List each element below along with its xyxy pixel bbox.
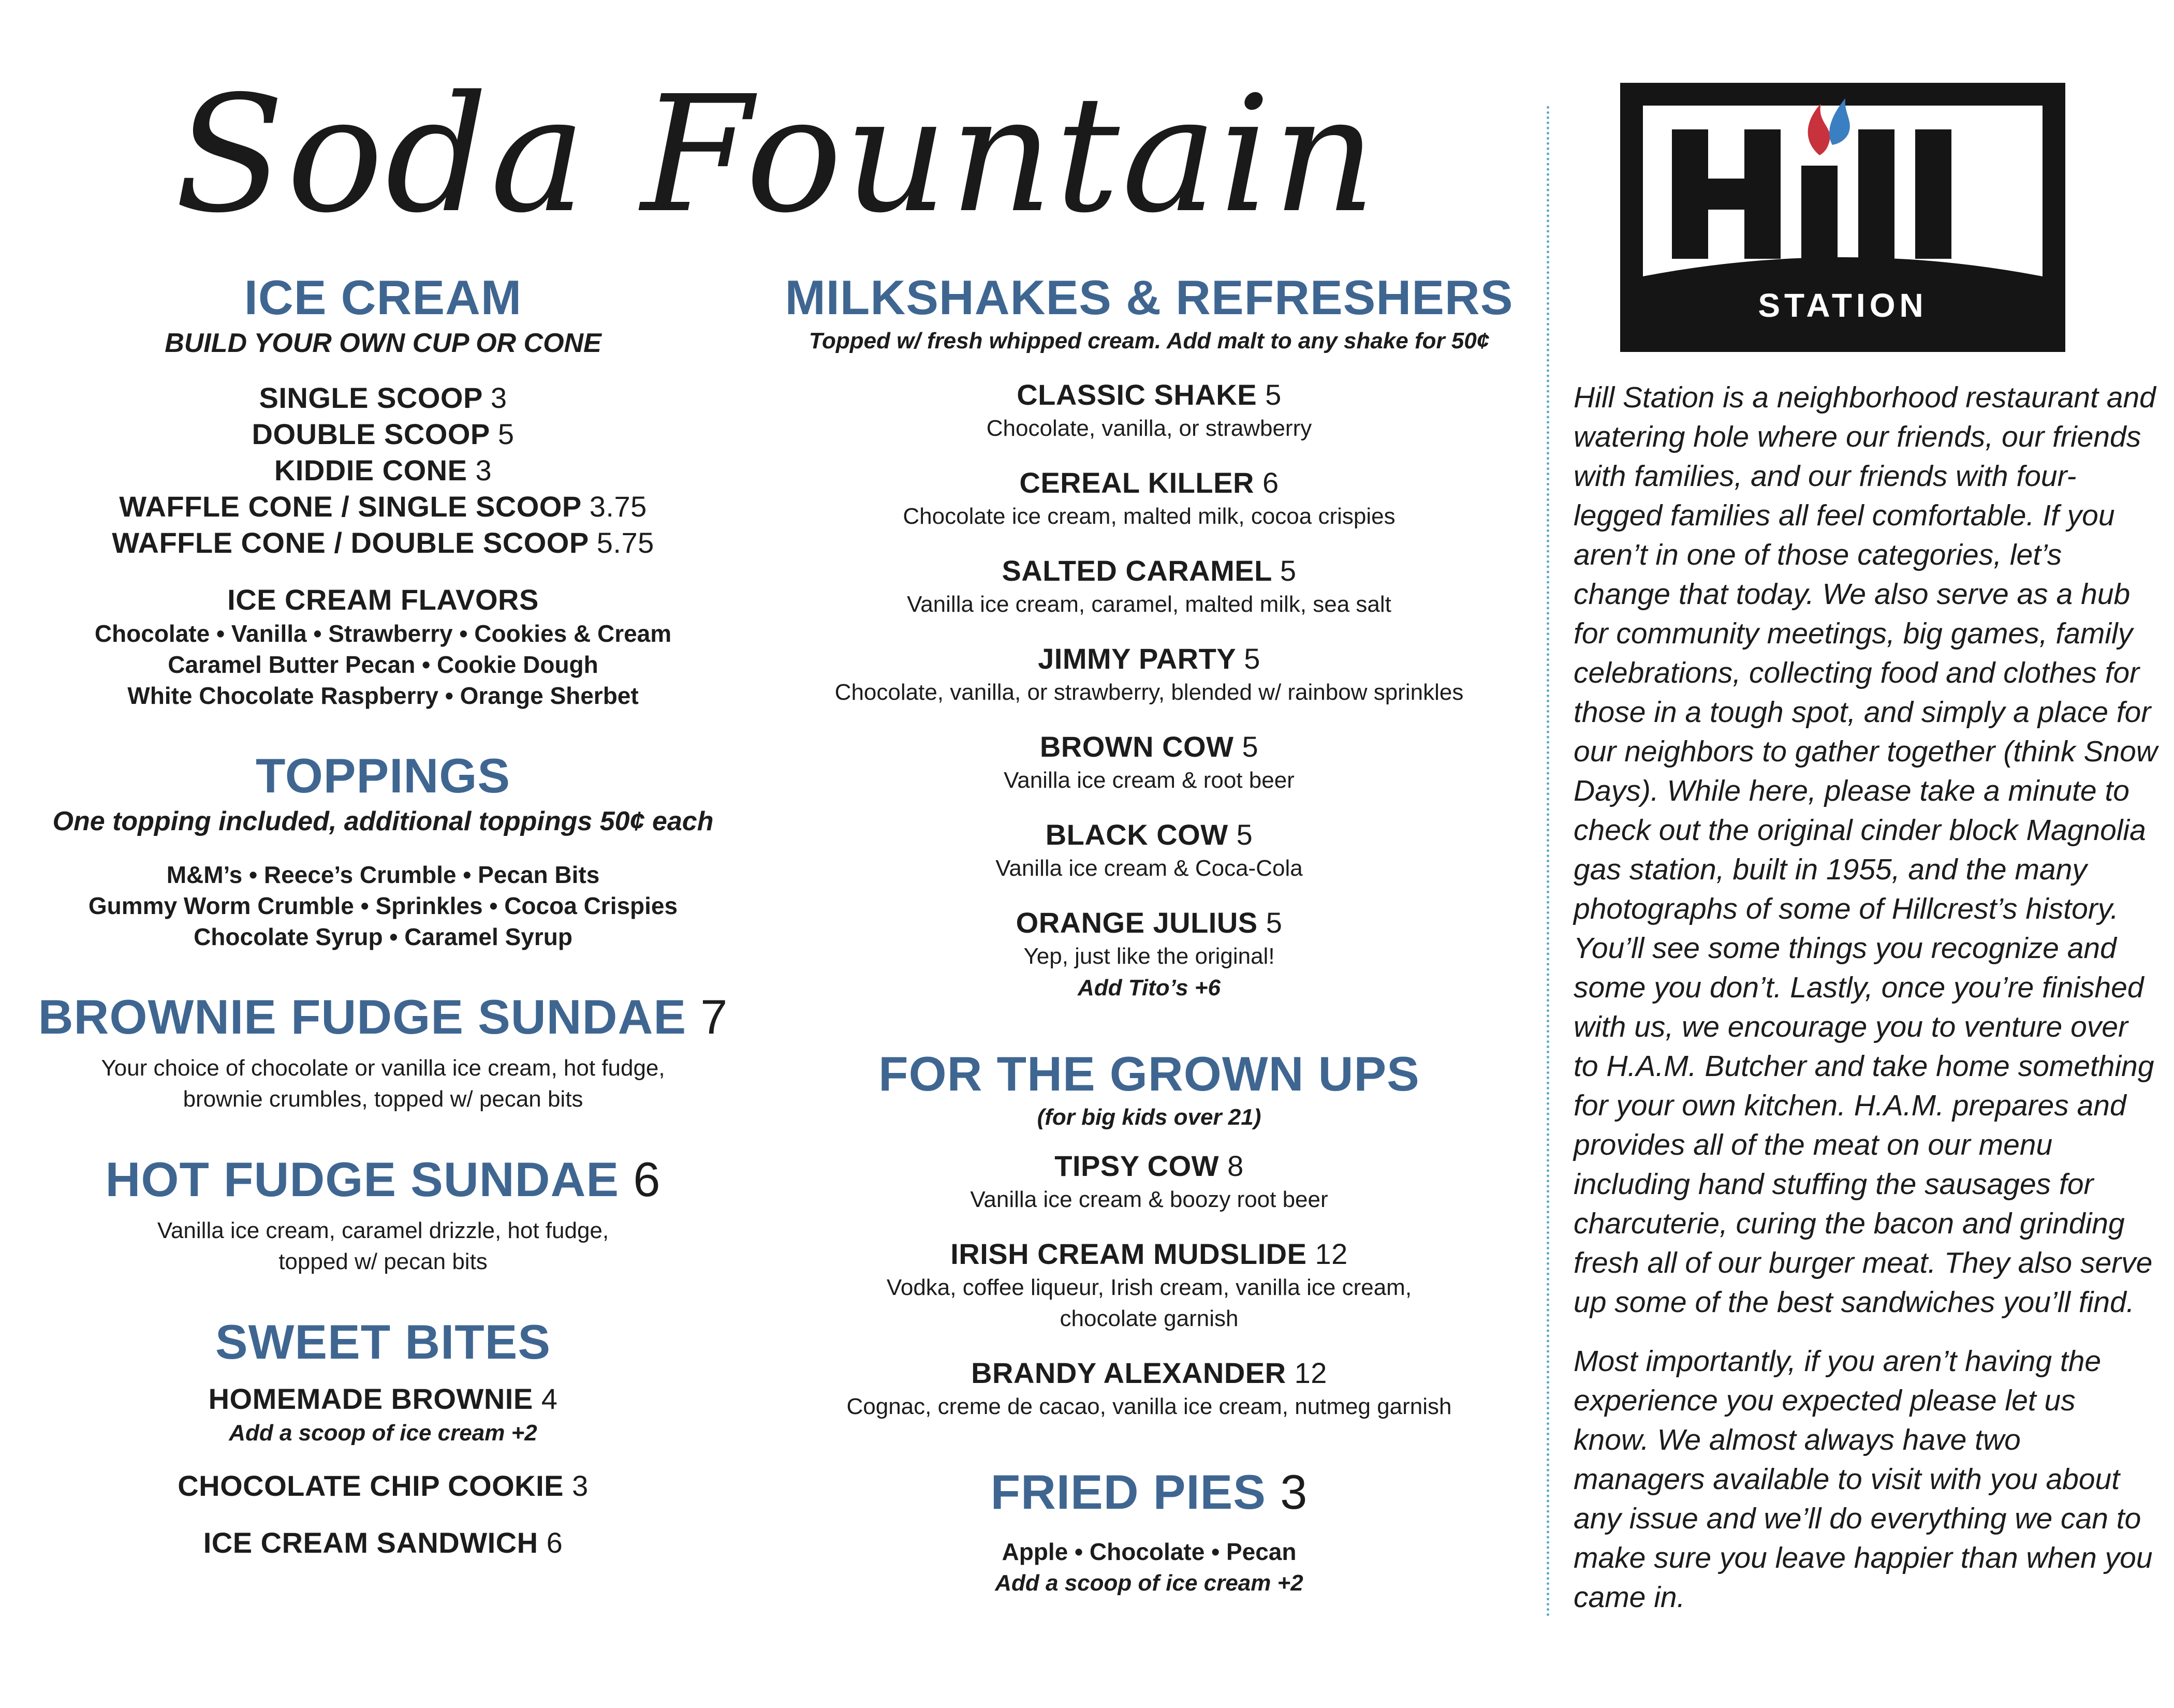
milkshakes-heading: MILKSHAKES & REFRESHERS xyxy=(785,270,1514,325)
item-description: Vanilla ice cream & Coca-Cola xyxy=(995,856,1303,881)
item-price: 5 xyxy=(1266,906,1283,939)
toppings-line: Chocolate Syrup • Caramel Syrup xyxy=(194,923,572,950)
item-price: 5 xyxy=(1280,554,1297,587)
menu-item xyxy=(776,641,1522,677)
item-price: 6 xyxy=(546,1526,563,1559)
item-price: 3 xyxy=(572,1469,589,1502)
item-name: ICE CREAM SANDWICH xyxy=(203,1526,538,1559)
item-price: 5 xyxy=(1242,730,1259,763)
menu-item xyxy=(776,465,1522,501)
menu-item xyxy=(21,525,745,561)
item-description: Yep, just like the original! xyxy=(1023,944,1275,969)
hot-fudge-sundae-heading xyxy=(21,1151,745,1208)
item-name: ORANGE JULIUS xyxy=(1016,906,1258,939)
item-price: 3 xyxy=(490,381,507,414)
section-price: 3 xyxy=(1280,1465,1308,1519)
grown-ups-heading: FOR THE GROWN UPS xyxy=(878,1047,1420,1101)
item-name: BROWN COW xyxy=(1039,730,1234,763)
milkshakes-section xyxy=(776,269,1522,1004)
item-name: DOUBLE SCOOP xyxy=(252,418,490,450)
item-price: 12 xyxy=(1294,1357,1327,1389)
menu-item xyxy=(21,416,745,452)
item-name: JIMMY PARTY xyxy=(1038,642,1236,675)
left-column xyxy=(21,269,745,1561)
item-note: Add Tito’s +6 xyxy=(1078,975,1221,1000)
menu-item xyxy=(21,1468,745,1504)
menu-item xyxy=(776,729,1522,765)
item-price: 5 xyxy=(1244,642,1260,675)
item-description: Chocolate ice cream, malted milk, cocoa crispies xyxy=(903,504,1396,529)
menu-item xyxy=(776,1236,1522,1272)
toppings-line: M&M’s • Reece’s Crumble • Pecan Bits xyxy=(166,861,600,888)
about-text xyxy=(1574,378,2158,1637)
ice-cream-heading: ICE CREAM xyxy=(244,270,522,325)
section-price: 6 xyxy=(633,1152,661,1206)
menu-item xyxy=(21,1525,745,1561)
sweet-bites-section xyxy=(21,1314,745,1561)
item-price: 12 xyxy=(1315,1238,1348,1270)
item-description: Chocolate, vanilla, or strawberry xyxy=(986,416,1312,441)
brownie-sundae-heading xyxy=(21,989,745,1046)
section-name: FRIED PIES xyxy=(990,1465,1266,1519)
about-paragraph: Hill Station is a neighborhood restaurant and watering hole where our friends, our friends with families, and our friends with four-legged families all feel comfortable. If you aren’t in one of those categories, let’s change that today. We also serve as a hub for community meetings, big games, family celebrations, collecting food and clothes for those in a tough spot, and simply a place for our neighbors to gather together (think Snow Days). While here, please take a minute to check out the original cinder block Magnolia gas station, built in 1955, and the many photographs of some of Hillcrest’s history. You’ll see some things you recognize and some you don’t. Lastly, once you’re finished with us, we encourage you to venture over to H.A.M. Butcher and take home something for your own kitchen. H.A.M. prepares and provides all of the meat on our menu including hand stuffing the sausages for charcuterie, curing the bacon and grinding fresh all of our burger meat. They also serve up some of the best sandwiches you’ll find. xyxy=(1574,381,2158,1319)
item-description: Cognac, creme de cacao, vanilla ice cream, nutmeg garnish xyxy=(846,1394,1452,1419)
fried-pies-flavors: Apple • Chocolate • Pecan xyxy=(1002,1538,1297,1565)
menu-item xyxy=(21,452,745,489)
item-name: CHOCOLATE CHIP COOKIE xyxy=(178,1469,564,1502)
item-price: 5.75 xyxy=(596,526,654,559)
page-title: Soda Fountain xyxy=(174,62,1378,248)
fried-pies-section xyxy=(776,1464,1522,1599)
item-description: chocolate garnish xyxy=(1060,1306,1239,1331)
item-description: topped w/ pecan bits xyxy=(278,1249,488,1274)
menu-item xyxy=(776,817,1522,853)
item-price: 3 xyxy=(475,454,492,487)
item-name: CEREAL KILLER xyxy=(1019,466,1254,499)
toppings-subheading: One topping included, additional toppings 50¢ each xyxy=(52,806,714,836)
logo-subtitle: STATION xyxy=(1758,287,1928,324)
menu-item xyxy=(21,1381,745,1417)
brownie-sundae-section xyxy=(21,989,745,1115)
item-name: WAFFLE CONE / DOUBLE SCOOP xyxy=(112,526,589,559)
item-description: Chocolate, vanilla, or strawberry, blended w/ rainbow sprinkles xyxy=(834,680,1464,705)
menu-item xyxy=(776,553,1522,589)
ice-cream-subheading: BUILD YOUR OWN CUP OR CONE xyxy=(165,328,601,358)
grown-ups-subheading: (for big kids over 21) xyxy=(1037,1105,1261,1130)
hill-station-logo xyxy=(1620,83,2065,352)
menu-item xyxy=(776,1148,1522,1184)
item-name: BRANDY ALEXANDER xyxy=(971,1357,1286,1389)
section-price: 7 xyxy=(700,990,728,1044)
about-paragraph: Most importantly, if you aren’t having the experience you expected please let us know. We almost always have two managers available to visit with you about any issue and we’ll do everything we can to make sure you leave happier than when you came in. xyxy=(1574,1345,2153,1614)
fried-pies-heading xyxy=(776,1464,1522,1521)
item-name: IRISH CREAM MUDSLIDE xyxy=(950,1238,1307,1270)
section-name: BROWNIE FUDGE SUNDAE xyxy=(38,990,687,1044)
menu-item xyxy=(21,380,745,416)
flavors-line: Caramel Butter Pecan • Cookie Dough xyxy=(168,651,598,678)
section-name: HOT FUDGE SUNDAE xyxy=(105,1152,620,1206)
ice-cream-section xyxy=(21,269,745,711)
item-note: Add a scoop of ice cream +2 xyxy=(995,1570,1303,1596)
item-description: Vanilla ice cream & root beer xyxy=(1004,768,1295,793)
flavors-line: White Chocolate Raspberry • Orange Sherbet xyxy=(127,682,639,709)
middle-column xyxy=(776,269,1522,1599)
item-price: 8 xyxy=(1227,1150,1244,1182)
item-name: WAFFLE CONE / SINGLE SCOOP xyxy=(119,490,581,523)
grown-ups-section xyxy=(776,1046,1522,1422)
item-price: 6 xyxy=(1262,466,1279,499)
item-description: Your choice of chocolate or vanilla ice cream, hot fudge, xyxy=(101,1055,665,1081)
item-price: 5 xyxy=(1236,818,1253,851)
menu-item xyxy=(776,377,1522,413)
milkshakes-subheading: Topped w/ fresh whipped cream. Add malt to any shake for 50¢ xyxy=(809,328,1490,354)
sweet-bites-heading: SWEET BITES xyxy=(215,1315,551,1369)
item-description: brownie crumbles, topped w/ pecan bits xyxy=(183,1086,583,1112)
toppings-line: Gummy Worm Crumble • Sprinkles • Cocoa Crispies xyxy=(88,892,678,919)
item-name: SINGLE SCOOP xyxy=(259,381,482,414)
item-price: 3.75 xyxy=(589,490,647,523)
item-name: CLASSIC SHAKE xyxy=(1017,378,1257,411)
flavors-heading: ICE CREAM FLAVORS xyxy=(227,583,539,616)
item-price: 4 xyxy=(541,1382,558,1415)
item-name: BLACK COW xyxy=(1045,818,1228,851)
item-price: 5 xyxy=(497,418,515,450)
item-description: Vanilla ice cream, caramel, malted milk, sea salt xyxy=(907,592,1391,617)
menu-item xyxy=(776,905,1522,941)
item-note: Add a scoop of ice cream +2 xyxy=(229,1420,537,1446)
hot-fudge-sundae-section xyxy=(21,1151,745,1277)
item-name: HOMEMADE BROWNIE xyxy=(208,1382,533,1415)
menu-item xyxy=(776,1355,1522,1391)
column-divider xyxy=(1547,106,1549,1617)
item-name: KIDDIE CONE xyxy=(274,454,467,487)
item-description: Vanilla ice cream & boozy root beer xyxy=(970,1187,1328,1212)
toppings-heading: TOPPINGS xyxy=(255,748,511,803)
item-name: SALTED CARAMEL xyxy=(1002,554,1272,587)
menu-item xyxy=(21,489,745,525)
toppings-section xyxy=(21,747,745,952)
item-description: Vanilla ice cream, caramel drizzle, hot fudge, xyxy=(157,1218,609,1243)
item-description: Vodka, coffee liqueur, Irish cream, vanilla ice cream, xyxy=(886,1275,1412,1300)
item-name: TIPSY COW xyxy=(1054,1150,1219,1182)
item-price: 5 xyxy=(1265,378,1282,411)
flavors-line: Chocolate • Vanilla • Strawberry • Cookies & Cream xyxy=(94,620,672,647)
